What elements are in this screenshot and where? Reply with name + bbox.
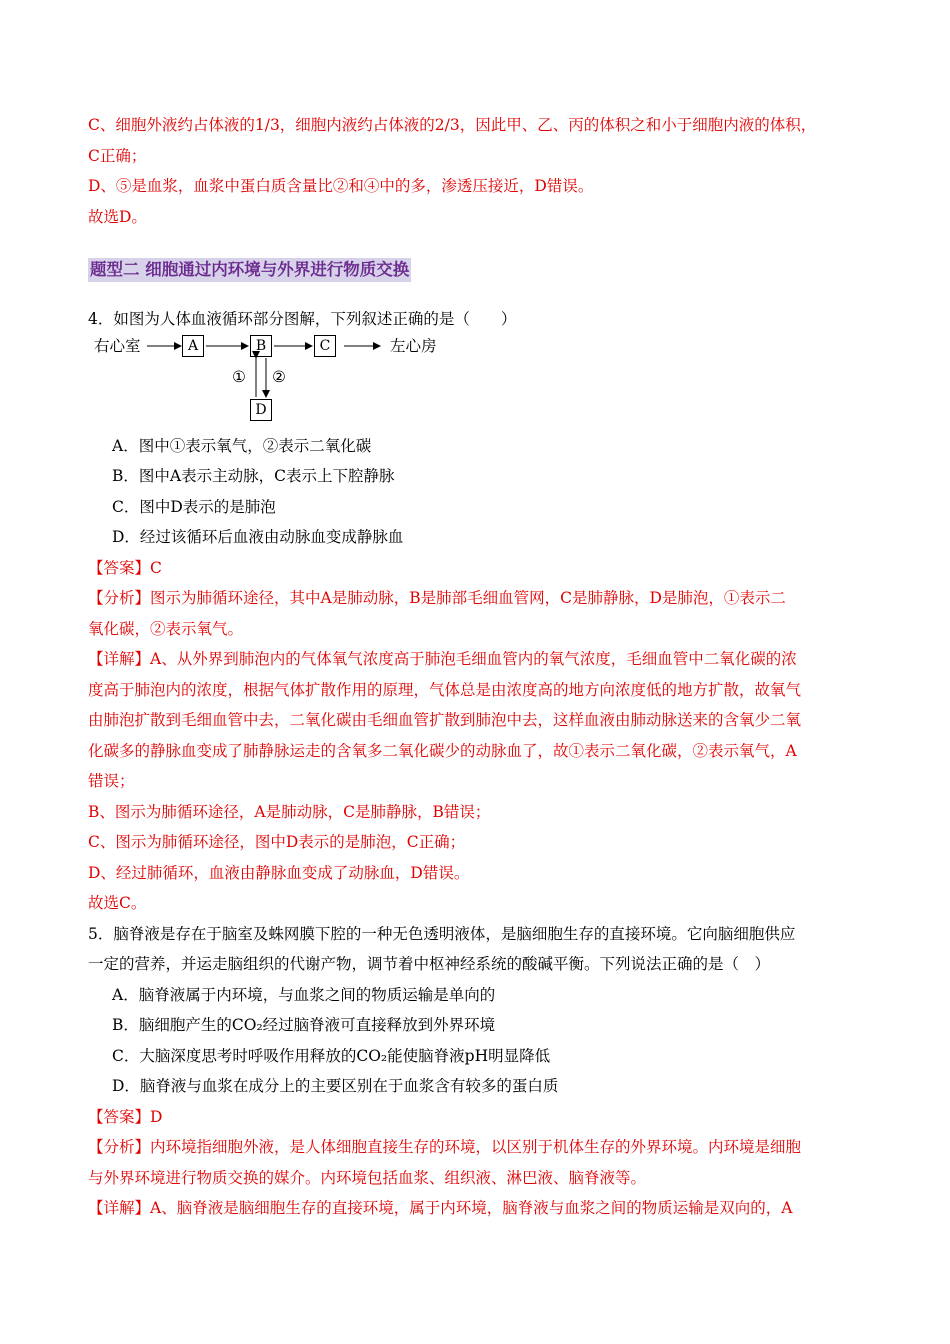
q4-detail-line-3: 由肺泡扩散到毛细血管中去，二氧化碳由毛细血管扩散到肺泡中去，这样血液由肺动脉送来的含氧少二氧 <box>88 711 802 729</box>
q4-detail-line-4: 化碳多的静脉血变成了肺静脉运走的含氧多二氧化碳少的动脉血了，故①表示二氧化碳，②表示氧气，A <box>88 741 797 760</box>
q4-stem: 4．如图为人体血液循环部分图解，下列叙述正确的是（ ） <box>88 310 517 328</box>
document-content <box>88 110 860 1224</box>
q5-option-d: D．脑脊液与血浆在成分上的主要区别在于血浆含有较多的蛋白质 <box>112 1077 559 1095</box>
q4-detail-line-1: 【详解】A、从外界到肺泡内的气体氧气浓度高于肺泡毛细血管内的氧气浓度，毛细血管中二氧化碳的浓 <box>88 650 797 668</box>
q4-detail-line-6: B、图示为肺循环途径，A是肺动脉，C是肺静脉，B错误； <box>88 802 491 821</box>
q5-analysis-line-1: 【分析】内环境指细胞外液，是人体细胞直接生存的环境，以区别于机体生存的外界环境。内环境是细胞 <box>88 1138 802 1156</box>
box-c: C <box>314 335 336 357</box>
circulation-diagram <box>92 335 472 427</box>
q5-analysis-line-2: 与外界环境进行物质交换的媒介。内环境包括血浆、组织液、淋巴液、脑脊液等。 <box>88 1168 647 1187</box>
prev-answer-conclusion: 故选D。 <box>88 207 147 226</box>
q4-option-b: B．图中A表示主动脉，C表示上下腔静脉 <box>112 467 395 485</box>
prev-answer-line-d: D、⑤是血浆，血浆中蛋白质含量比②和④中的多，渗透压接近，D错误。 <box>88 177 594 195</box>
q5-stem-line-1: 5．脑脊液是存在于脑室及蛛网膜下腔的一种无色透明液体，是脑细胞生存的直接环境。它向脑细胞供应 <box>88 924 796 943</box>
label-right-ventricle: 右心室 <box>94 336 141 355</box>
label-circle-2: ② <box>272 367 286 386</box>
prev-answer-line-c2: C正确； <box>88 146 147 165</box>
prev-answer-line-c1: C、细胞外液约占体液的1/3，细胞内液约占体液的2/3，因此甲、乙、丙的体积之和小于细胞内液的体积， <box>88 116 817 134</box>
q5-option-b: B．脑细胞产生的CO₂经过脑脊液可直接释放到外界环境 <box>112 1016 496 1034</box>
q5-detail-line-1: 【详解】A、脑脊液是脑细胞生存的直接环境，属于内环境，脑脊液与血浆之间的物质运输是双向的，A <box>88 1199 793 1217</box>
box-b: B <box>250 335 272 357</box>
q4-option-c: C．图中D表示的是肺泡 <box>112 497 276 516</box>
section-title: 题型二 细胞通过内环境与外界进行物质交换 <box>88 258 411 282</box>
q4-analysis-line-1: 【分析】图示为肺循环途径，其中A是肺动脉，B是肺部毛细血管网，C是肺静脉，D是肺泡，①表示二 <box>88 589 786 607</box>
q5-answer: 【答案】D <box>88 1107 163 1126</box>
q5-option-a: A．脑脊液属于内环境，与血浆之间的物质运输是单向的 <box>112 985 496 1004</box>
label-circle-1: ① <box>232 367 246 386</box>
q5-stem-line-2: 一定的营养，并运走脑组织的代谢产物，调节着中枢神经系统的酸碱平衡。下列说法正确的是（ ） <box>88 955 771 973</box>
box-d: D <box>250 399 272 421</box>
q5-option-c: C．大脑深度思考时呼吸作用释放的CO₂能使脑脊液pH明显降低 <box>112 1046 551 1065</box>
label-left-atrium: 左心房 <box>390 336 437 355</box>
q4-detail-line-8: D、经过肺循环，血液由静脉血变成了动脉血，D错误。 <box>88 863 470 882</box>
q4-detail-line-2: 度高于肺泡内的浓度，根据气体扩散作用的原理，气体总是由浓度高的地方向浓度低的地方扩散，故氧气 <box>88 680 802 699</box>
q4-option-a: A．图中①表示氧气，②表示二氧化碳 <box>112 436 372 455</box>
q4-conclusion: 故选C。 <box>88 894 147 912</box>
q4-detail-line-7: C、图示为肺循环途径，图中D表示的是肺泡，C正确； <box>88 833 466 851</box>
q4-analysis-line-2: 氧化碳，②表示氧气。 <box>88 619 244 638</box>
q4-detail-line-5: 错误； <box>88 772 135 790</box>
box-a: A <box>182 335 204 357</box>
q4-answer: 【答案】C <box>88 558 162 577</box>
q4-option-d: D．经过该循环后血液由动脉血变成静脉血 <box>112 528 404 546</box>
